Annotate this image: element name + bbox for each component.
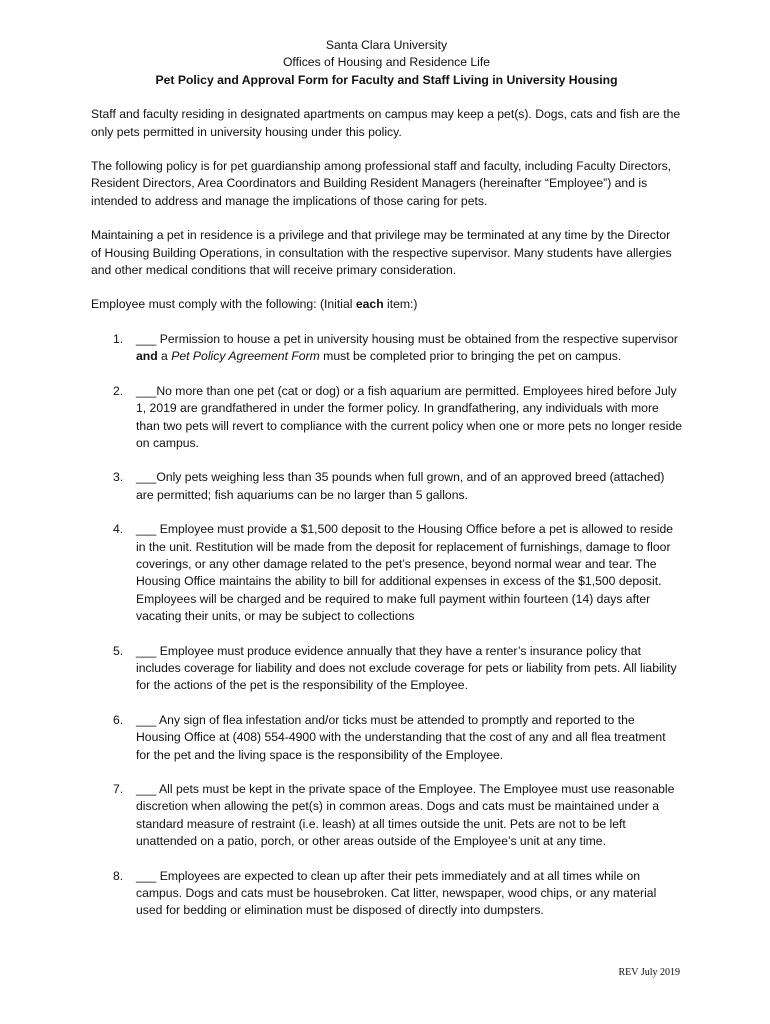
initial-blank: ___ [136, 331, 157, 346]
policy-paragraph: The following policy is for pet guardianship among professional staff and faculty, including Faculty Directors, Resident Directors, Area Coordinators and Building Resident Managers (hereinafter “Employee”) and is intended to address and manage the implications of those caring for pets. [91, 159, 672, 208]
item-text: Employees are expected to clean up after their pets immediately and at all times while on campus. Dogs and cats must be housebroken. Cat litter, newspaper, wood chips, or any material used for bedding or elimination must be disposed of directly into dumpsters. [136, 868, 657, 918]
item-number: 6. [113, 712, 124, 727]
item-number: 1. [113, 331, 124, 346]
item-text: All pets must be kept in the private space of the Employee. The Employee must use reasonable discretion when allowing the pet(s) in common areas. Dogs and cats must be maintained under a standard measure of restraint (i.e. leash) at all times outside the unit. Pets are not to be left unattended on a patio, porch, or other areas outside of the Employee’s unit at any time. [136, 782, 675, 849]
comply-text-after: item:) [383, 297, 418, 312]
item-number: 2. [113, 383, 124, 398]
initial-blank: ___ [136, 522, 157, 537]
policy-item-2 [91, 383, 682, 453]
policy-item-8 [91, 868, 682, 920]
comply-text-bold: each [355, 297, 384, 312]
privilege-paragraph: Maintaining a pet in residence is a privilege and that privilege may be terminated at any time by the Director of Housing Building Operations, in consultation with the respective supervisor. Many students have allergies and other medical conditions that will receive primary consideration. [91, 228, 672, 278]
comply-text-before: Employee must comply with the following: (Initial [91, 297, 356, 312]
comply-paragraph [91, 296, 682, 313]
policy-item-3 [91, 469, 682, 504]
item-number: 5. [113, 643, 124, 658]
item-number: 3. [113, 470, 124, 485]
revision-label: REV July 2019 [618, 967, 680, 978]
document-title: Pet Policy and Approval Form for Faculty and Staff Living in University Housing [155, 72, 618, 87]
policy-item-1 [91, 331, 682, 366]
item-text: Employee must provide a $1,500 deposit to the Housing Office before a pet is allowed to reside in the unit. Restitution will be made from the deposit for replacement of furnishings, damage to floor coverings, or any other damage related to the pet’s presence, beyond normal wear and tear. The Housing Office maintains the ability to bill for additional expenses in excess of the $1,500 deposit. Employees will be charged and be required to make full payment within fourteen (14) days after vacating their units, or may be subject to collections [136, 522, 674, 624]
item-text-italic: Pet Policy Agreement Form [171, 349, 320, 364]
item-number: 7. [113, 782, 124, 796]
initial-blank: ___ [136, 868, 157, 883]
item-text: must be completed prior to bringing the pet on campus. [319, 349, 622, 364]
item-text: Any sign of flea infestation and/or ticks must be attended to promptly and reported to the Housing Office at (408) 554-4900 with the understanding that the cost of any and all flea treatment for the pet and the living space is the responsibility of the Employee. [136, 712, 666, 762]
policy-items-list [91, 331, 682, 920]
policy-item-4 [91, 521, 682, 625]
policy-item-5 [91, 643, 682, 695]
university-name: Santa Clara University [325, 38, 448, 52]
initial-blank: ___ [136, 712, 157, 727]
item-text: Only pets weighing less than 35 pounds when full grown, and of an approved breed (attached) are permitted; fish aquariums can be no larger than 5 gallons. [136, 470, 665, 502]
initial-blank: ___ [136, 383, 157, 398]
policy-item-6 [91, 712, 682, 764]
initial-blank: ___ [136, 782, 157, 796]
office-name: Offices of Housing and Residence Life [282, 55, 491, 70]
item-text-bold: and [136, 349, 158, 364]
item-text: Employee must produce evidence annually that they have a renter’s insurance policy that includes coverage for liability and does not exclude coverage for pets or liability from pets. All liability for the actions of the pet is the responsibility of the Employee. [136, 643, 677, 693]
document-header [91, 37, 682, 89]
item-number: 4. [113, 522, 124, 537]
policy-item-7 [91, 781, 682, 851]
initial-blank: ___ [136, 470, 157, 485]
item-text: No more than one pet (cat or dog) or a fish aquarium are permitted. Employees hired before July 1, 2019 are grandfathered in under the former policy. In grandfathering, any individuals with more than two pets will revert to compliance with the current policy when one or more pets no longer reside on campus. [136, 383, 683, 450]
initial-blank: ___ [136, 643, 157, 658]
item-number: 8. [113, 868, 124, 883]
intro-paragraph: Staff and faculty residing in designated apartments on campus may keep a pet(s). Dogs, cats and fish are the only pets permitted in university housing under this policy. [91, 107, 681, 139]
item-text: Permission to house a pet in university housing must be obtained from the respective supervisor [156, 331, 678, 346]
item-text: a [157, 349, 172, 364]
